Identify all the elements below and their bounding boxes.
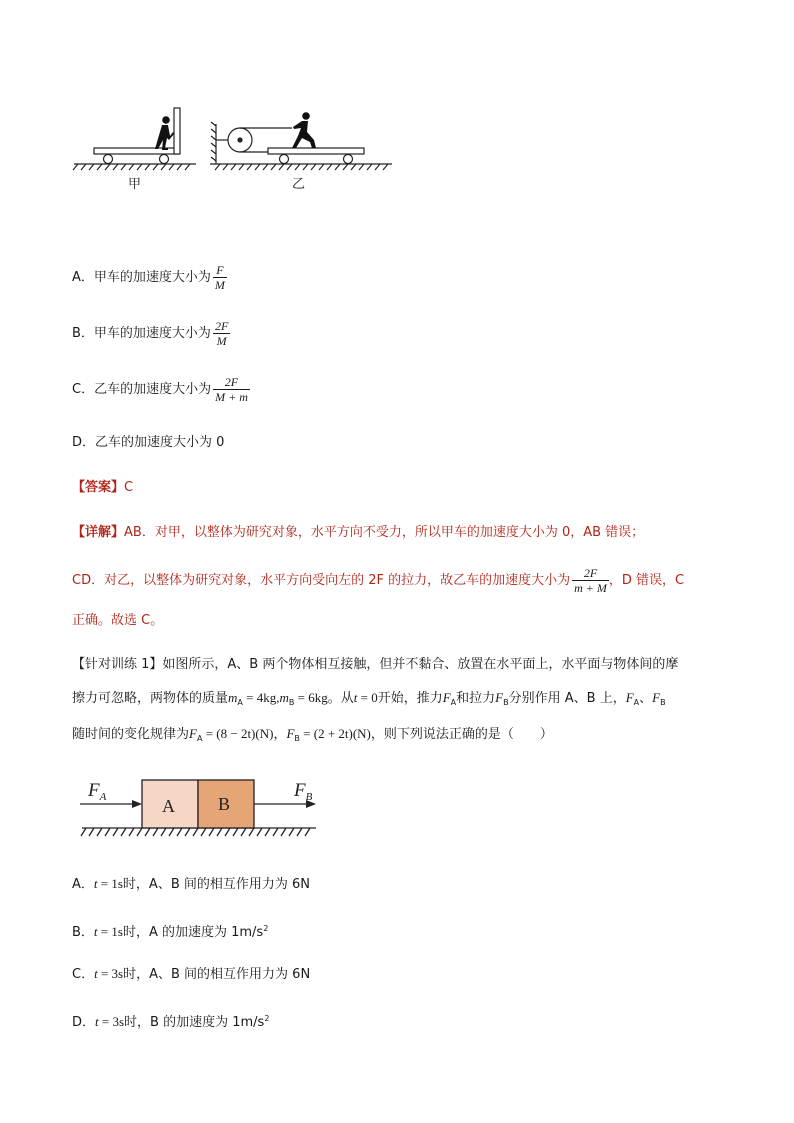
person-jia xyxy=(155,116,174,150)
answer: 【答案】C xyxy=(72,480,134,495)
arrow-fa xyxy=(80,800,142,808)
ground-right xyxy=(210,164,392,170)
person-yi xyxy=(292,112,316,148)
q2-option-d: D．t = 3s时，B 的加速度为 $1m/s^2$ xyxy=(72,1014,270,1030)
figure-blocks xyxy=(74,770,334,846)
explain-line-3: 正确。故选 C。 xyxy=(72,613,164,628)
q2-option-a: A．t = 1s时，A、B 间的相互作用力为 6N xyxy=(72,876,310,892)
q1-option-d: D．乙车的加速度大小为 0 xyxy=(72,435,225,450)
fraction: $\frac{2F}{M}$ xyxy=(214,319,229,348)
q1-option-a: A．甲车的加速度大小为 $\frac{F}{M}$ xyxy=(72,263,225,292)
force-a-label: $F_A$ xyxy=(88,780,107,803)
wall-right xyxy=(211,122,216,164)
q2-option-b: B．t = 1s时，A 的加速度为 $1m/s^2$ xyxy=(72,924,269,940)
label-jia: 甲 xyxy=(128,177,142,192)
q2-option-c: C．t = 3s时，A、B 间的相互作用力为 6N xyxy=(72,966,311,982)
fraction: $\frac{F}{M}$ xyxy=(214,263,225,292)
ground-left xyxy=(73,164,196,170)
explain-line-2: CD．对乙，以整体为研究对象，水平方向受向左的 2F 的拉力，故乙车的加速度大小为 $\frac{2F}{m + M}$ ，D 错误，C xyxy=(72,566,685,595)
training-line-3: 随时间的变化规律为$F_A = (8 - 2t)(N)$，$F_B = (2 + 2t)(N)$，则下列说法正确的是（ ） xyxy=(72,726,553,743)
fraction: $\frac{2F}{m + M}$ xyxy=(574,566,607,595)
q1-option-b: B．甲车的加速度大小为 $\frac{2F}{M}$ xyxy=(72,319,229,348)
training-line-1: 【针对训练 1】如图所示，A、B 两个物体相互接触，但并不黏合、放置在水平面上，水平面与物体间的摩 xyxy=(72,657,679,672)
block-b-label: B xyxy=(218,794,231,814)
block-a-label: A xyxy=(162,796,175,816)
label-yi: 乙 xyxy=(292,177,306,192)
force-b-label: $F_B$ xyxy=(294,780,313,803)
explain-line-1: 【详解】AB．对甲，以整体为研究对象，水平方向不受力，所以甲车的加速度大小为 0，AB 错误； xyxy=(72,525,645,540)
figure-carts xyxy=(70,100,400,195)
ground xyxy=(81,828,316,836)
q1-option-c: C．乙车的加速度大小为 $\frac{2F}{M + m}$ xyxy=(72,375,248,404)
fraction: $\frac{2F}{M + m}$ xyxy=(215,375,248,404)
training-line-2: 擦力可忽略，两物体的质量$m_A = 4kg,m_B = 6kg$。从t = 0开始，推力$F_A$和拉力$F_B$分别作用 A、B 上，$F_A$、$F_B$ xyxy=(72,690,666,707)
cart-yi xyxy=(268,148,364,164)
